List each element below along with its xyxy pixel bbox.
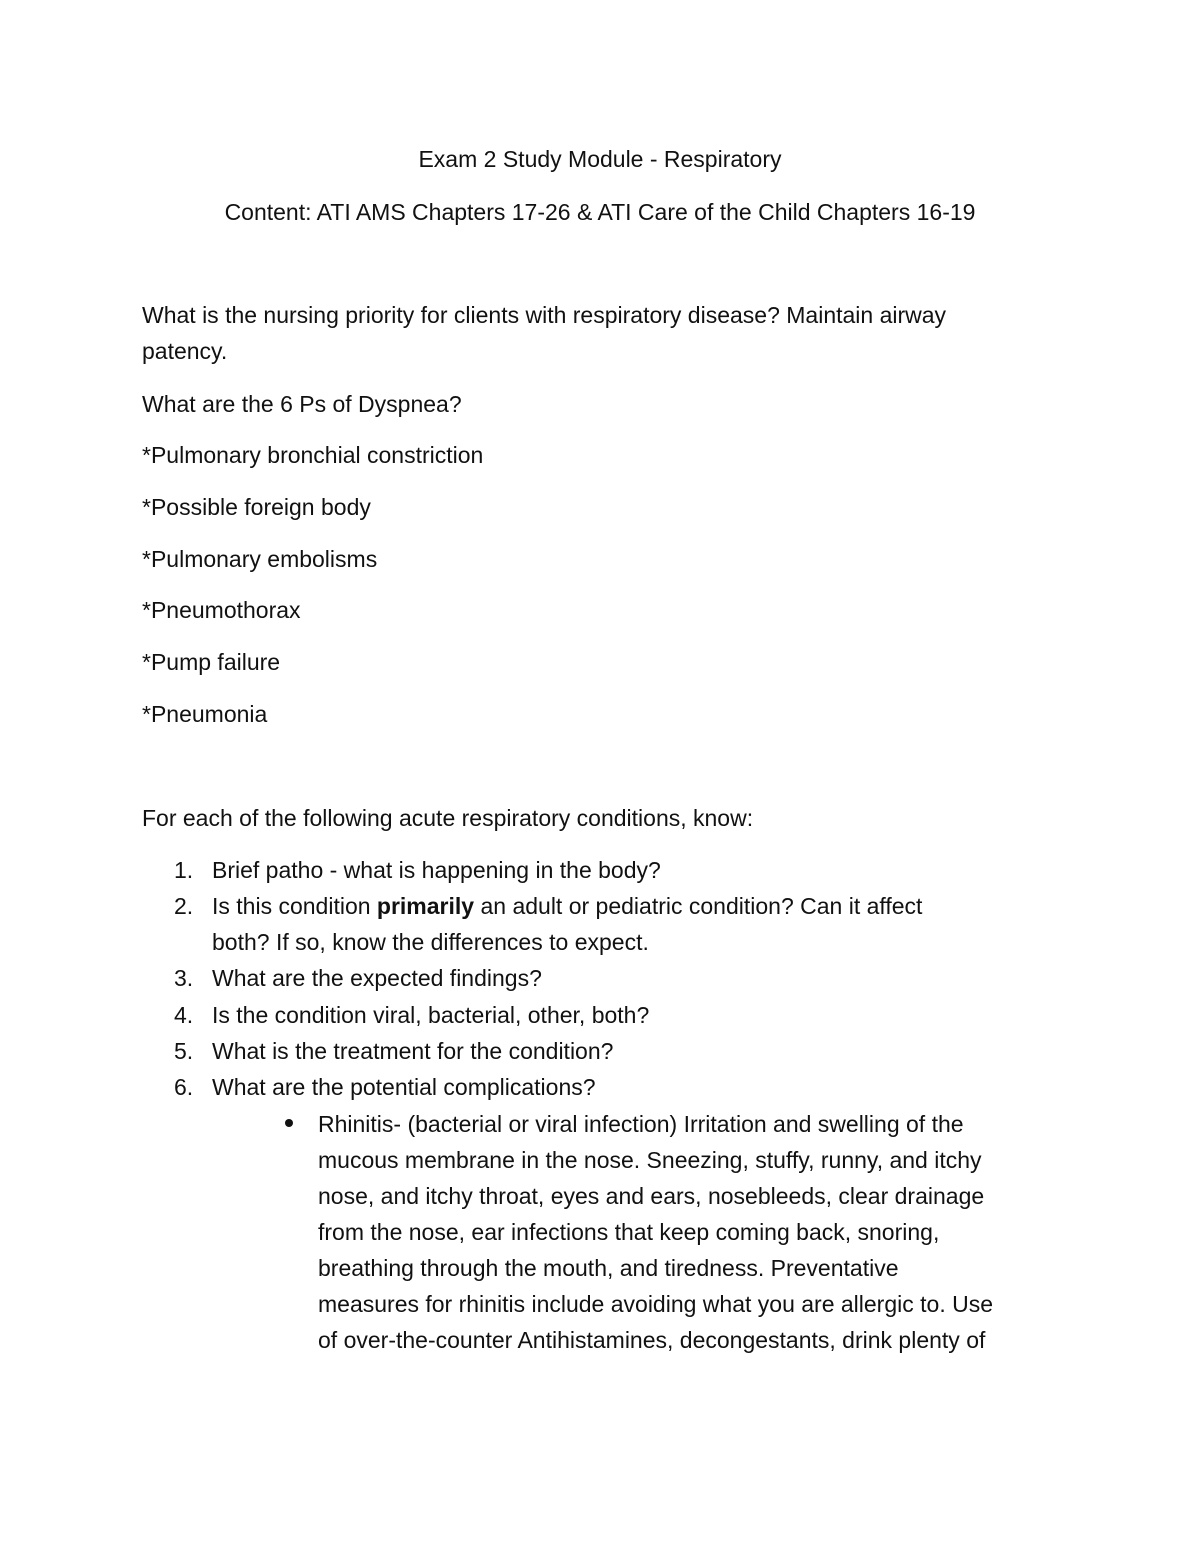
list-number: 2. [174, 893, 194, 919]
rhinitis-line: of over-the-counter Antihistamines, decongestants, drink plenty of [318, 1327, 986, 1353]
list-number: 4. [174, 1002, 194, 1028]
list-number: 1. [174, 857, 194, 883]
rhinitis-line: measures for rhinitis include avoiding what you are allergic to. Use [318, 1291, 993, 1317]
rhinitis-line: from the nose, ear infections that keep coming back, snoring, [318, 1219, 940, 1245]
rhinitis-line: breathing through the mouth, and tiredness. Preventative [318, 1255, 899, 1281]
list-item: Brief patho - what is happening in the body? [212, 857, 661, 883]
dyspnea-p-item: *Possible foreign body [142, 494, 371, 520]
dyspnea-p-item: *Pulmonary bronchial constriction [142, 442, 484, 468]
dyspnea-p-item: *Pulmonary embolisms [142, 546, 378, 572]
rhinitis-paragraph [318, 1106, 1078, 1358]
list-item: What is the treatment for the condition? [212, 1038, 614, 1064]
list-item: Is the condition viral, bacterial, other, both? [212, 1002, 650, 1028]
priority-question-line2: patency. [142, 338, 228, 364]
dyspnea-p-item: *Pneumonia [142, 701, 268, 727]
list-item [212, 888, 922, 924]
emphasis-primarily: primarily [376, 893, 475, 919]
conditions-intro: For each of the following acute respiratory conditions, know: [142, 805, 754, 831]
rhinitis-line: nose, and itchy throat, eyes and ears, nosebleeds, clear drainage [318, 1183, 985, 1209]
bullet-icon [285, 1119, 293, 1127]
list-item: What are the potential complications? [212, 1074, 596, 1100]
content-line: Content: ATI AMS Chapters 17-26 & ATI Care of the Child Chapters 16-19 [224, 199, 976, 225]
list-item-text: an adult or pediatric condition? Can it affect [474, 893, 923, 919]
list-number: 6. [174, 1074, 194, 1100]
priority-question-line1: What is the nursing priority for clients with respiratory disease? Maintain airway [142, 302, 947, 328]
dyspnea-p-item: *Pneumothorax [142, 597, 301, 623]
rhinitis-line: mucous membrane in the nose. Sneezing, stuffy, runny, and itchy [318, 1147, 982, 1173]
document-title: Exam 2 Study Module - Respiratory [418, 146, 782, 172]
list-number: 5. [174, 1038, 194, 1064]
dyspnea-question: What are the 6 Ps of Dyspnea? [142, 391, 462, 417]
list-item-text: Is this condition [212, 893, 377, 919]
rhinitis-line: Rhinitis- (bacterial or viral infection) Irritation and swelling of the [318, 1111, 964, 1137]
list-item: What are the expected findings? [212, 965, 542, 991]
dyspnea-p-item: *Pump failure [142, 649, 281, 675]
list-number: 3. [174, 965, 194, 991]
list-item-continuation: both? If so, know the differences to expect. [212, 929, 649, 955]
